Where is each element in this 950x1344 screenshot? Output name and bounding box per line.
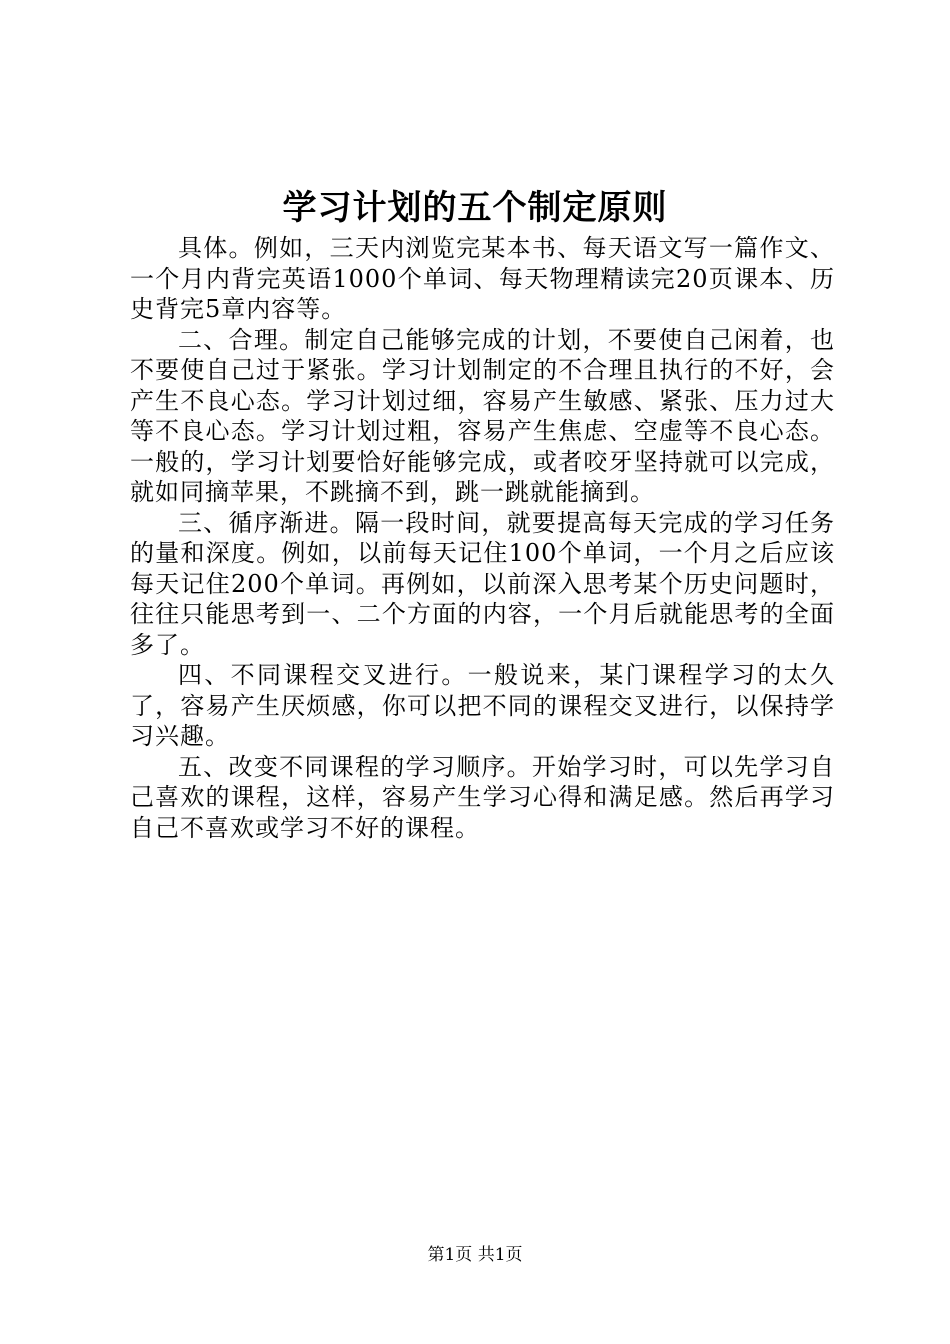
paragraph-4: 四、不同课程交叉进行。一般说来，某门课程学习的太久了，容易产生厌烦感，你可以把不同的课程交叉进行，以保持学习兴趣。 bbox=[130, 661, 835, 750]
paragraph-5: 五、改变不同课程的学习顺序。开始学习时，可以先学习自己喜欢的课程，这样，容易产生学习心得和满足感。然后再学习自己不喜欢或学习不好的课程。 bbox=[130, 752, 835, 842]
document-title: 学习计划的五个制定原则 bbox=[282, 188, 668, 228]
paragraph-3: 三、循序渐进。隔一段时间，就要提高每天完成的学习任务的量和深度。例如，以前每天记住100个单词，一个月之后应该每天记住200个单词。再例如，以前深入思考某个历史问题时，往往只能思考到一、二个方面的内容，一个月后就能思考的全面多了。 bbox=[130, 508, 835, 659]
page-footer: 第1页 共1页 bbox=[427, 1245, 523, 1265]
document-body bbox=[130, 233, 835, 843]
paragraph-1: 具体。例如，三天内浏览完某本书、每天语文写一篇作文、一个月内背完英语1000个单词、每天物理精读完20页课本、历史背完5章内容等。 bbox=[130, 234, 835, 323]
paragraph-2: 二、合理。制定自己能够完成的计划，不要使自己闲着，也不要使自己过于紧张。学习计划制定的不合理且执行的不好，会产生不良心态。学习计划过细，容易产生敏感、紧张、压力过大等不良心态。学习计划过粗，容易产生焦虑、空虚等不良心态。一般的，学习计划要恰好能够完成，或者咬牙坚持就可以完成，就如同摘苹果，不跳摘不到，跳一跳就能摘到。 bbox=[130, 325, 835, 506]
